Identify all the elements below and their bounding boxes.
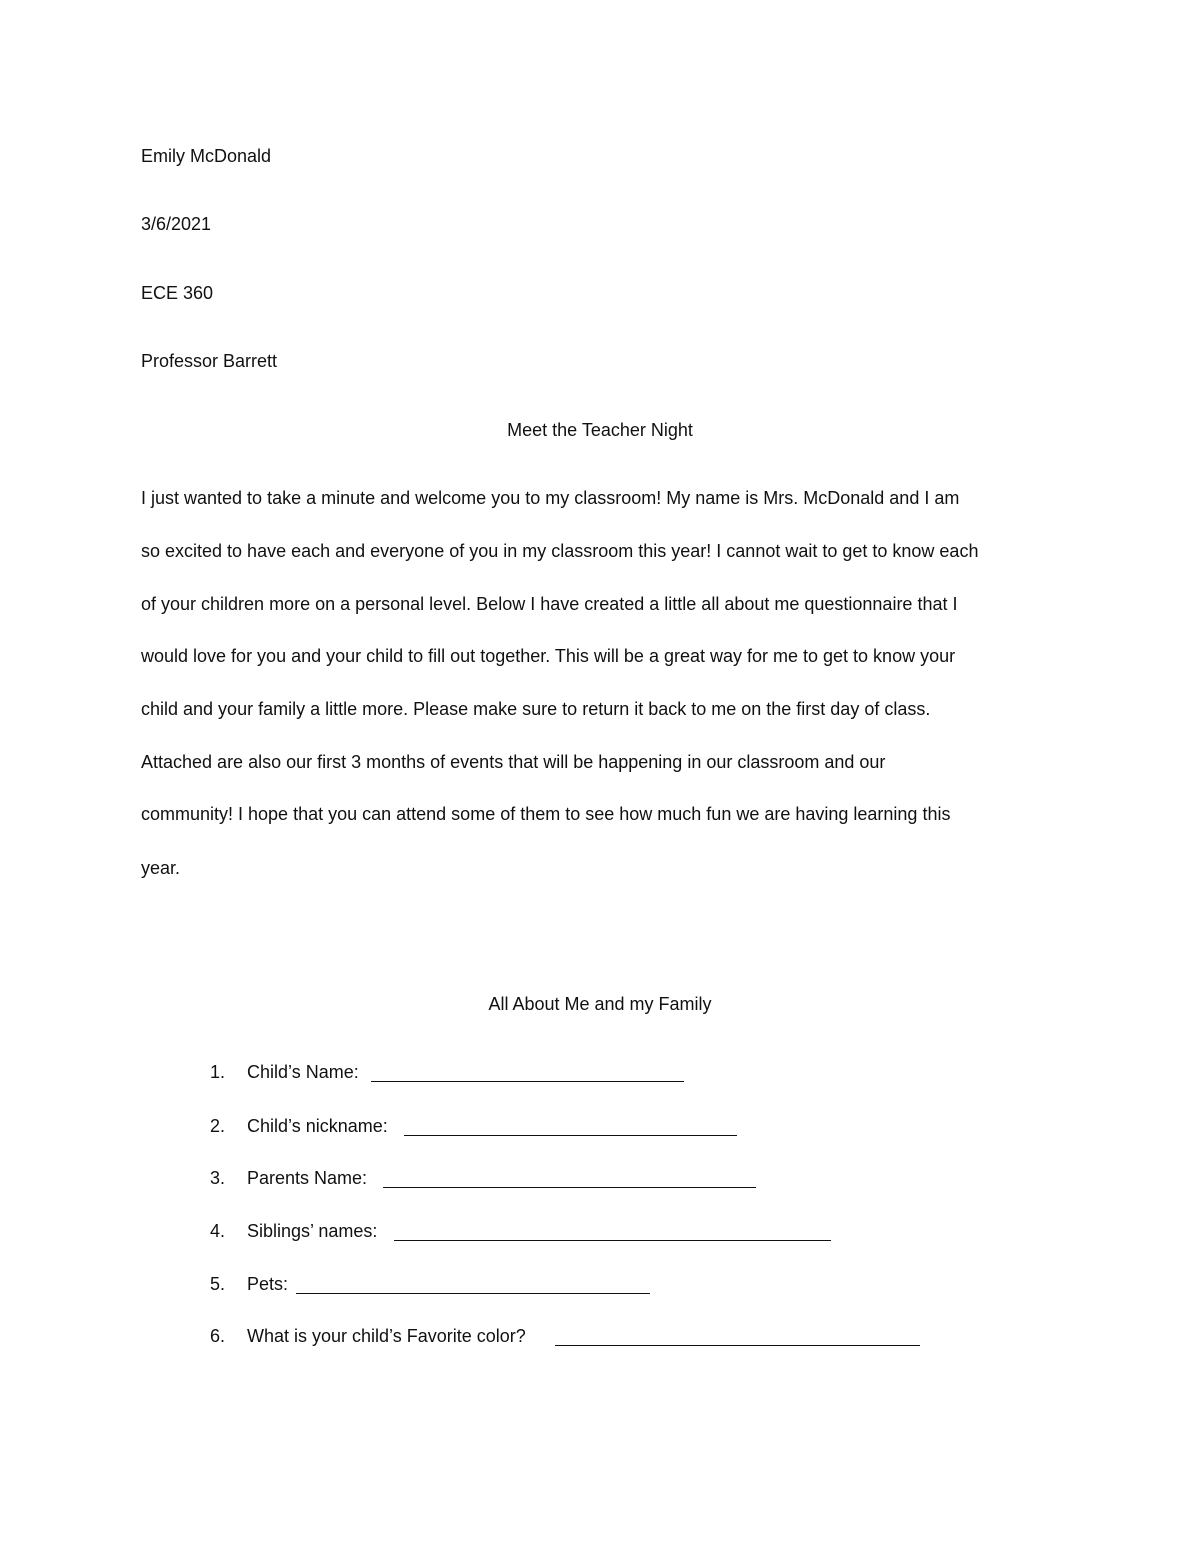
document-title: Meet the Teacher Night: [507, 420, 693, 440]
letter-line: so excited to have each and everyone of you in my classroom this year! I cannot wait to get to know each: [141, 541, 979, 561]
question-label: Siblings’ names:: [247, 1221, 378, 1241]
letter-line: child and your family a little more. Please make sure to return it back to me on the first day of class.: [141, 699, 931, 719]
question-label: Pets:: [247, 1274, 289, 1294]
letter-line: of your children more on a personal level. Below I have created a little all about me questionnaire that I: [141, 594, 958, 614]
question-label: Child’s nickname:: [247, 1116, 388, 1136]
question-number: 2.: [210, 1116, 226, 1136]
question-label: What is your child’s Favorite color?: [247, 1326, 526, 1346]
question-item: [0, 1114, 1200, 1142]
question-item: [0, 1219, 1200, 1247]
author-name: Emily McDonald: [141, 146, 272, 166]
letter-line: would love for you and your child to fill out together. This will be a great way for me to get to know your: [141, 646, 956, 666]
question-number: 4.: [210, 1221, 226, 1241]
answer-blank[interactable]: [394, 1240, 831, 1241]
questionnaire-title: All About Me and my Family: [488, 994, 712, 1014]
answer-blank[interactable]: [555, 1345, 920, 1346]
question-item: [0, 1324, 1200, 1352]
letter-line: Attached are also our first 3 months of events that will be happening in our classroom and our: [141, 752, 886, 772]
question-item: [0, 1060, 1200, 1088]
question-item: [0, 1166, 1200, 1194]
professor-name: Professor Barrett: [141, 351, 278, 371]
letter-line: community! I hope that you can attend some of them to see how much fun we are having learning this: [141, 804, 951, 824]
question-label: Parents Name:: [247, 1168, 368, 1188]
course-code: ECE 360: [141, 283, 214, 303]
question-label: Child’s Name:: [247, 1062, 359, 1082]
question-number: 5.: [210, 1274, 226, 1294]
question-number: 6.: [210, 1326, 226, 1346]
answer-blank[interactable]: [404, 1135, 737, 1136]
letter-line: I just wanted to take a minute and welcome you to my classroom! My name is Mrs. McDonald and I am: [141, 488, 960, 508]
answer-blank[interactable]: [383, 1187, 756, 1188]
question-number: 1.: [210, 1062, 226, 1082]
question-item: [0, 1272, 1200, 1300]
submission-date: 3/6/2021: [141, 214, 212, 234]
question-number: 3.: [210, 1168, 226, 1188]
answer-blank[interactable]: [296, 1293, 650, 1294]
answer-blank[interactable]: [371, 1081, 684, 1082]
letter-line: year.: [141, 858, 181, 878]
